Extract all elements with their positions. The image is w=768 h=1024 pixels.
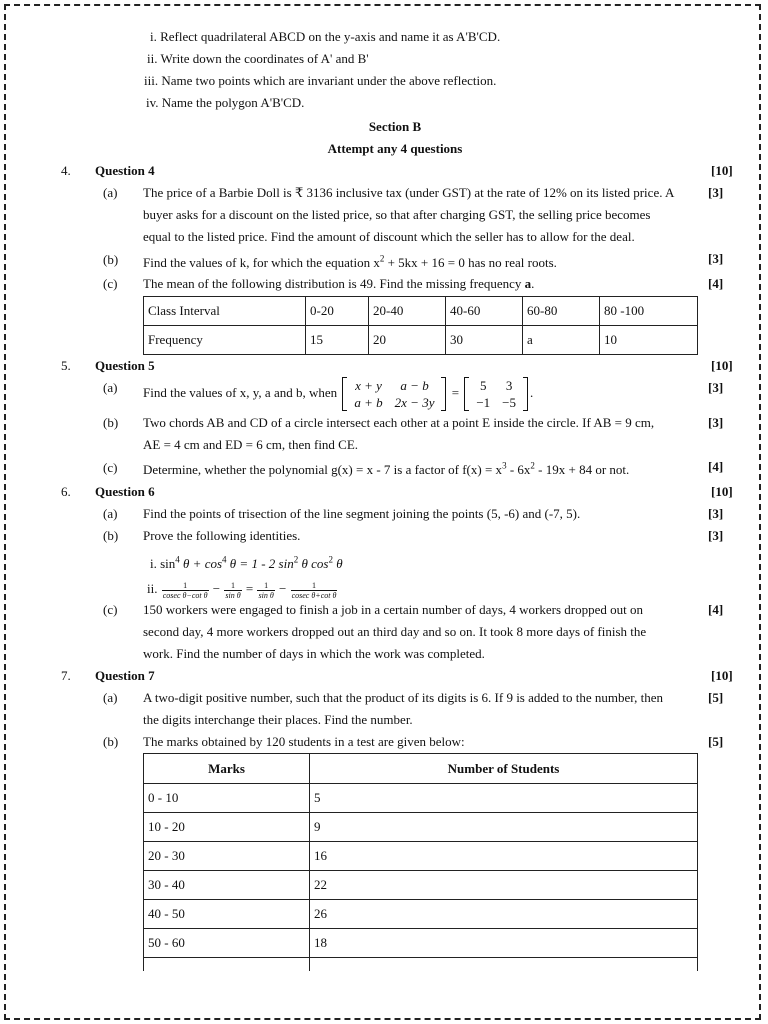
matrix-cell: −1	[476, 395, 491, 411]
table-cell: 18	[310, 929, 698, 958]
table-cell	[144, 958, 310, 972]
question-title: Question 6	[95, 484, 155, 499]
marks-table	[143, 753, 698, 971]
part-marks: [4]	[708, 602, 724, 617]
part-marks: [3]	[708, 528, 724, 543]
table-cell: 40-60	[446, 297, 523, 326]
table-cell: 10	[600, 326, 698, 355]
table-row	[144, 842, 698, 871]
table-cell: 60-80	[523, 297, 600, 326]
matrix-cell: 2x − 3y	[394, 395, 435, 411]
part-marks: [5]	[708, 734, 724, 749]
fraction: $\frac{1}{\text{sin θ}}$	[258, 580, 274, 600]
part-text	[143, 599, 698, 665]
part-text	[143, 412, 698, 456]
matrix-cell: 5	[479, 378, 487, 394]
matrix-cell: a − b	[400, 378, 429, 394]
text-line: AE = 4 cm and ED = 6 cm, then find CE.	[143, 437, 359, 452]
part-label: (a)	[103, 506, 118, 521]
matrix-cell: −5	[502, 395, 516, 411]
table-cell: 20	[369, 326, 446, 355]
question-title: Question 7	[95, 668, 155, 683]
matrix-cell: 3	[505, 378, 513, 394]
part-marks: [4]	[708, 276, 724, 291]
section-title: Section B	[368, 119, 422, 134]
table-row	[144, 958, 698, 972]
part-text: Find the values of k, for which the equation $x^2 + 5kx + 16 = 0$ has no real roots.	[143, 253, 557, 270]
part-label: (a)	[103, 380, 118, 395]
matrix-cell: a + b	[354, 395, 383, 411]
fraction: $\frac{1}{\text{cosec θ+cot θ}}$	[291, 580, 337, 600]
intro-item-3: iii. Name two points which are invariant under the above reflection.	[144, 73, 497, 88]
part-label: (c)	[103, 460, 118, 475]
table-cell: Class Interval	[144, 297, 306, 326]
part-label: (b)	[103, 734, 119, 749]
matrix-cell: x + y	[355, 378, 382, 394]
table-cell: 16	[310, 842, 698, 871]
part-text: The marks obtained by 120 students in a test are given below:	[143, 734, 465, 749]
text-line: 150 workers were engaged to finish a job in a certain number of days, 4 workers dropped out on	[143, 602, 643, 617]
text-line: work. Find the number of days in which the work was completed.	[143, 646, 485, 661]
table-row	[144, 297, 698, 326]
table-cell: 15	[306, 326, 369, 355]
text-line: second day, 4 more workers dropped out an third day and so on. It took 8 more days of finish the	[143, 624, 647, 639]
part-label: (c)	[103, 276, 118, 291]
table-cell: 0 - 10	[144, 784, 310, 813]
part-label: (b)	[103, 528, 119, 543]
table-cell: Frequency	[144, 326, 306, 355]
question-marks: [10]	[711, 358, 733, 373]
text-line: The price of a Barbie Doll is ₹ 3136 inclusive tax (under GST) at the rate of 12% on its listed price. A	[143, 185, 675, 200]
question-number: 7.	[61, 668, 71, 683]
table-cell: 22	[310, 871, 698, 900]
table-cell: 20 - 30	[144, 842, 310, 871]
identity-label: ii.	[147, 581, 158, 596]
question-number: 4.	[61, 163, 71, 178]
text-line: equal to the listed price. Find the amount of discount which the seller has to allow for the deal.	[143, 229, 635, 244]
intro-item-2: ii. Write down the coordinates of A' and B'	[147, 51, 369, 66]
part-marks: [4]	[708, 459, 724, 474]
question-title: Question 4	[95, 163, 155, 178]
fraction: $\frac{1}{\text{sin θ}}$	[225, 580, 241, 600]
question-title: Question 5	[95, 358, 155, 373]
marks-table-clip	[143, 753, 699, 971]
part-marks: [3]	[708, 380, 724, 395]
part-text: Prove the following identities.	[143, 528, 301, 543]
fraction: $\frac{1}{\text{cosec θ−cot θ}}$	[162, 580, 208, 600]
table-cell: 10 - 20	[144, 813, 310, 842]
part-text-lead: Find the values of x, y, a and b, when	[143, 385, 338, 400]
part-text: Determine, whether the polynomial g(x) = x - 7 is a factor of $f(x) = x^3 - 6x^2 - 19x + 84$ or not.	[143, 460, 630, 477]
table-cell: 40 - 50	[144, 900, 310, 929]
part-label: (b)	[103, 415, 119, 430]
table-cell: 5	[310, 784, 698, 813]
part-label: (a)	[103, 185, 118, 200]
text-line: buyer asks for a discount on the listed price, so that after charging GST, the selling price becomes	[143, 207, 651, 222]
table-cell: 20-40	[369, 297, 446, 326]
text-line: A two-digit positive number, such that the product of its digits is 6. If 9 is added to the number, then	[143, 690, 663, 705]
part-text: Find the values of x, y, a and b, when x + y a − b a + b 2x − 3y = 5 3 −1 −5 .	[143, 378, 534, 411]
table-row	[144, 813, 698, 842]
identity-i: i. $\sin^4 \theta + \cos^4 \theta = 1 - 2$ $\sin^2 \theta$ $\cos^2 \theta$	[150, 554, 343, 571]
question-marks: [10]	[711, 668, 733, 683]
table-cell: a	[523, 326, 600, 355]
identity-ii: ii. $\frac{1}{\text{cosec θ−cot θ}}$ − $\frac{1}{\text{sin θ}}$ = $\frac{1}{\text{sin θ}}$ − $\frac{1}{\text{cosec θ+cot θ}}$	[147, 580, 337, 600]
table-cell: 26	[310, 900, 698, 929]
question-marks: [10]	[711, 484, 733, 499]
part-label: (c)	[103, 602, 118, 617]
table-row	[144, 900, 698, 929]
part-marks: [5]	[708, 690, 724, 705]
table-row	[144, 754, 698, 784]
table-cell: 80 -100	[600, 297, 698, 326]
table-cell: 9	[310, 813, 698, 842]
part-marks: [3]	[708, 251, 724, 266]
question-number: 6.	[61, 484, 71, 499]
table-cell: 30 - 40	[144, 871, 310, 900]
table-row	[144, 784, 698, 813]
question-marks: [10]	[711, 163, 733, 178]
part-text	[143, 687, 698, 731]
table-row	[144, 326, 698, 355]
text-line: Two chords AB and CD of a circle intersect each other at a point E inside the circle. If AB = 9 cm,	[143, 415, 655, 430]
part-marks: [3]	[708, 415, 724, 430]
part-label: (b)	[103, 252, 119, 267]
table-header: Number of Students	[310, 754, 698, 784]
intro-item-1: i. Reflect quadrilateral ABCD on the y-axis and name it as A'B'CD.	[150, 29, 501, 44]
table-cell: 50 - 60	[144, 929, 310, 958]
frequency-table	[143, 296, 698, 355]
question-number: 5.	[61, 358, 71, 373]
table-row	[144, 871, 698, 900]
right-matrix	[464, 377, 528, 411]
intro-item-4: iv. Name the polygon A'B'CD.	[146, 95, 305, 110]
table-header: Marks	[144, 754, 310, 784]
text-line: the digits interchange their places. Find the number.	[143, 712, 413, 727]
section-instruction: Attempt any 4 questions	[327, 141, 463, 156]
table-cell: 0-20	[306, 297, 369, 326]
table-cell	[310, 958, 698, 972]
part-text: The mean of the following distribution is 49. Find the missing frequency a.	[143, 276, 535, 291]
part-marks: [3]	[708, 506, 724, 521]
part-marks: [3]	[708, 185, 724, 200]
table-row	[144, 929, 698, 958]
part-label: (a)	[103, 690, 118, 705]
part-text	[143, 182, 698, 248]
part-text: Find the points of trisection of the line segment joining the points (5, -6) and (-7, 5).	[143, 506, 581, 521]
left-matrix	[342, 377, 446, 411]
table-cell: 30	[446, 326, 523, 355]
